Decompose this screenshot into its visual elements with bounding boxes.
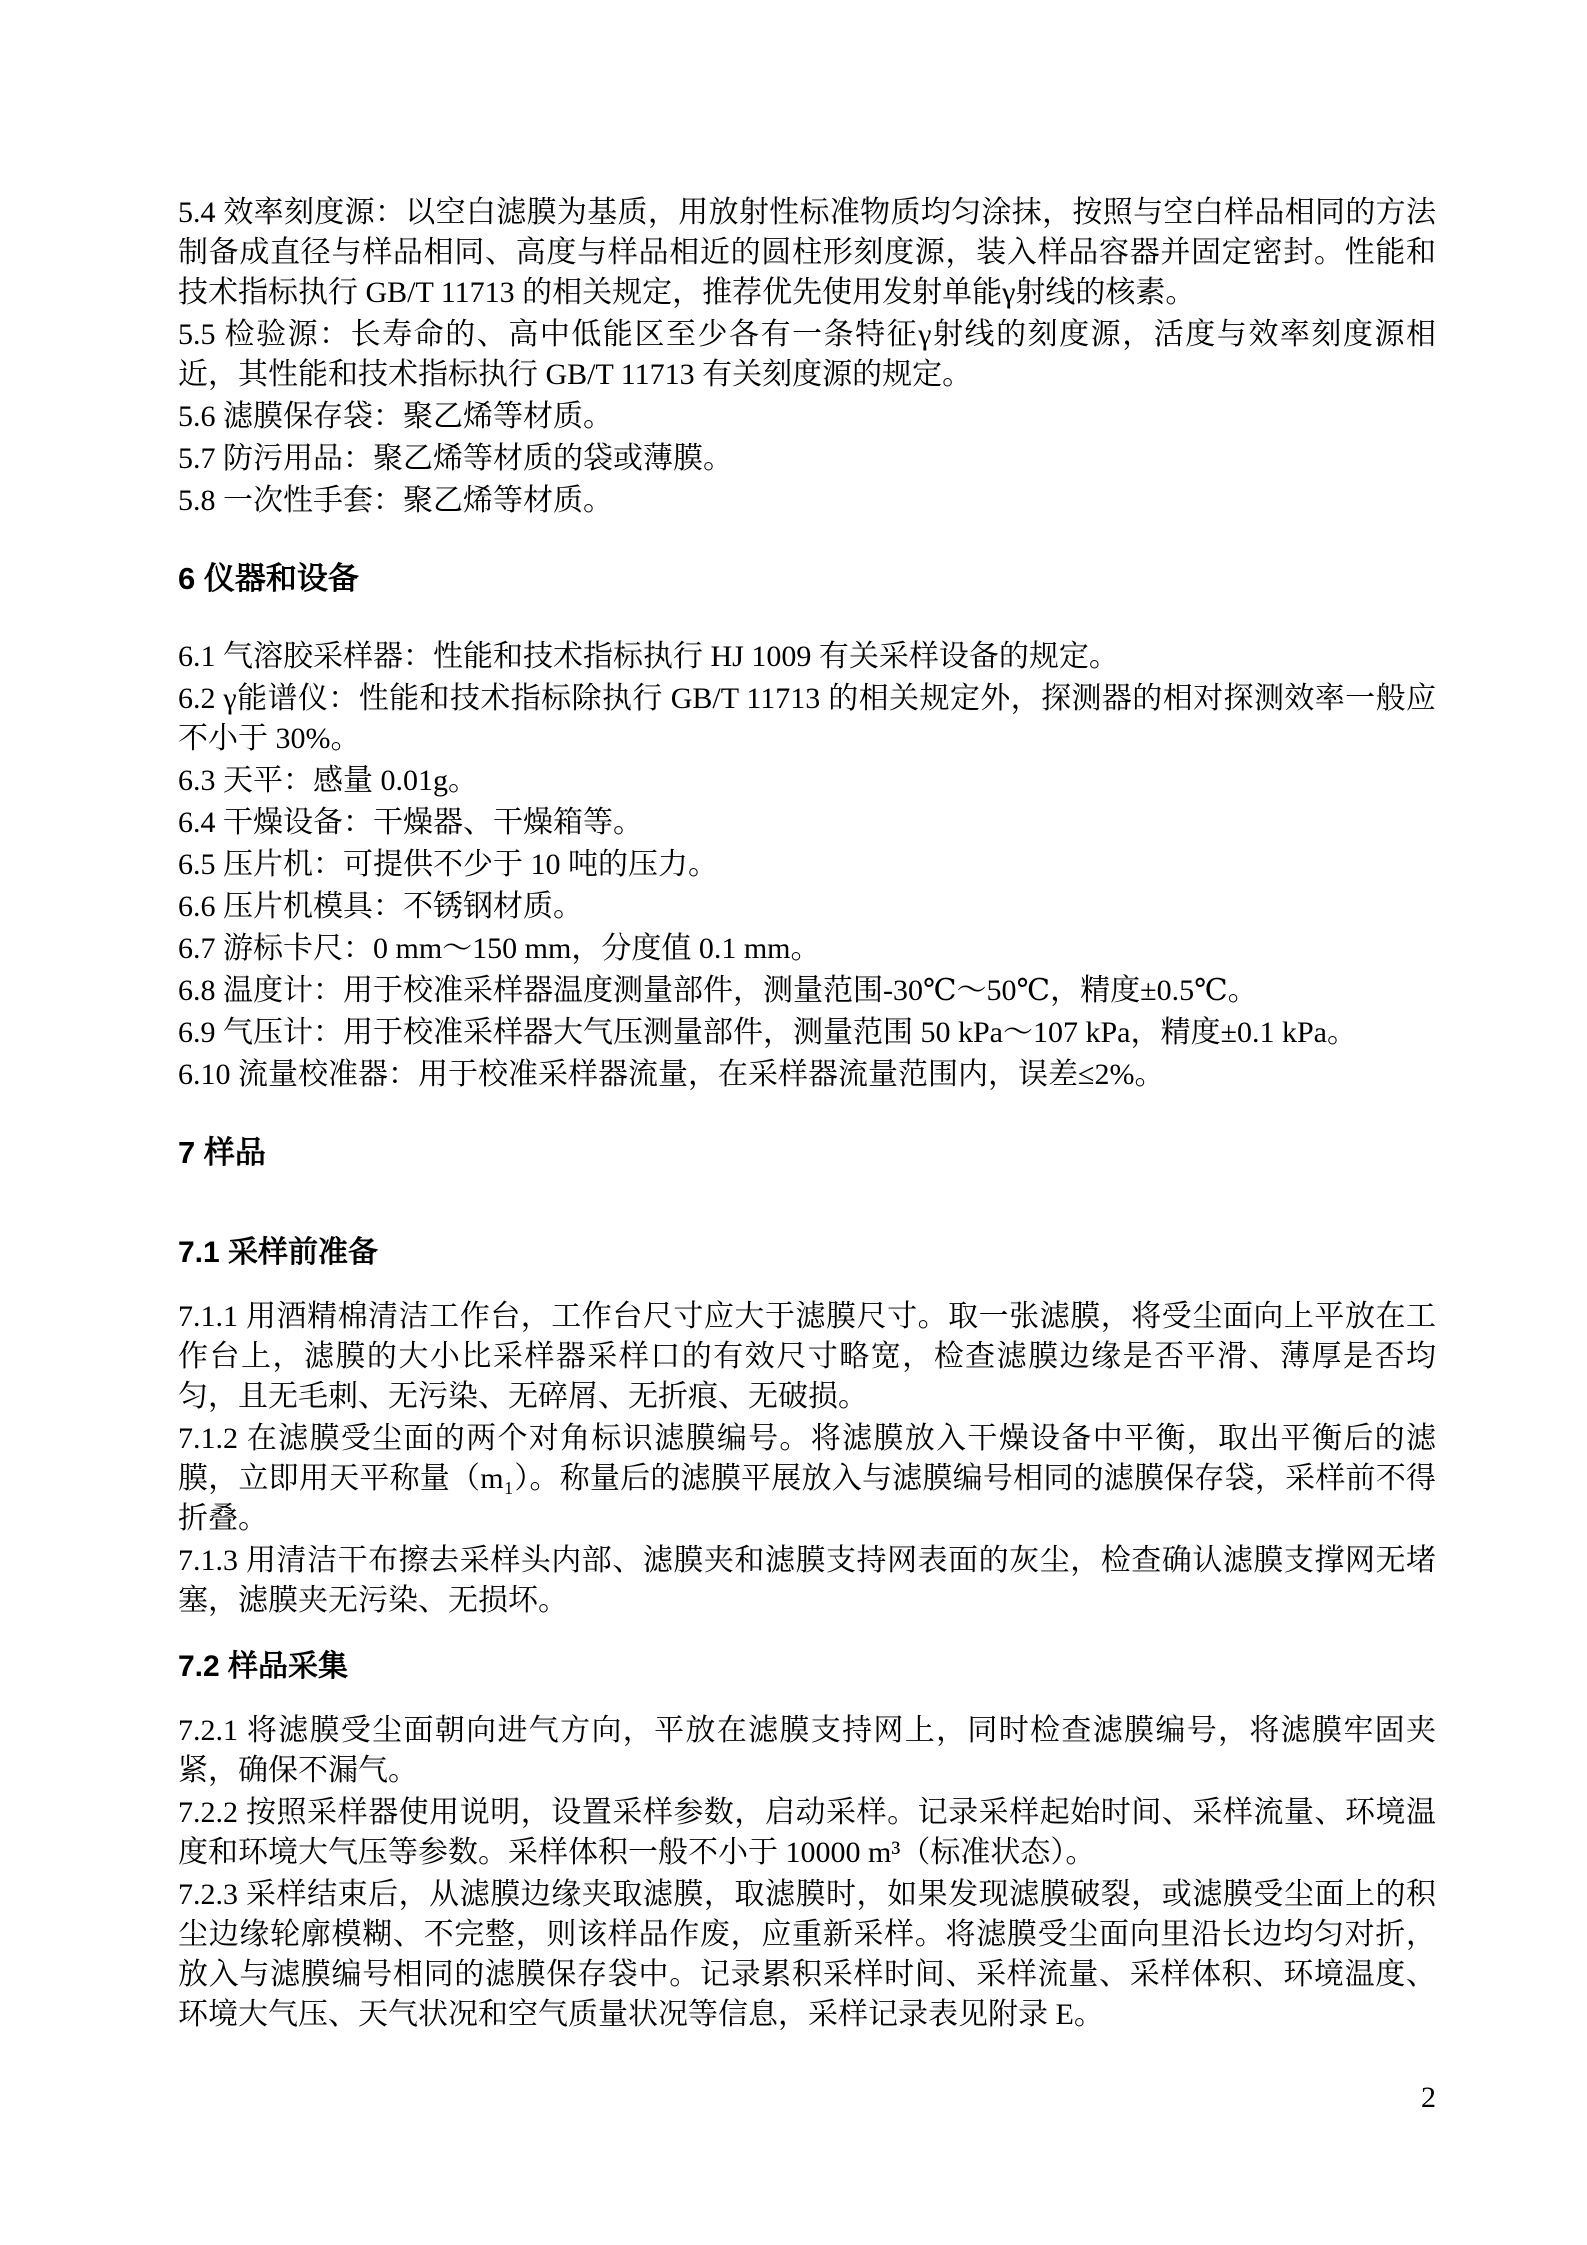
paragraph-7-2-1: 7.2.1 将滤膜受尘面朝向进气方向，平放在滤膜支持网上，同时检查滤膜编号，将滤膜牢固夹紧，确保不漏气。	[178, 1714, 1436, 1787]
paragraph-6-1: 6.1 气溶胶采样器：性能和技术指标执行 HJ 1009 有关采样设备的规定。	[178, 640, 1119, 673]
paragraph-7-1-1: 7.1.1 用酒精棉清洁工作台，工作台尺寸应大于滤膜尺寸。取一张滤膜，将受尘面向上平放在工作台上，滤膜的大小比采样器采样口的有效尺寸略宽，检查滤膜边缘是否平滑、薄厚是否均匀，且无毛刺、无污染、无碎屑、无折痕、无破损。	[178, 1300, 1436, 1413]
paragraph-6-8: 6.8 温度计：用于校准采样器温度测量部件，测量范围-30℃～50℃，精度±0.5℃。	[178, 974, 1258, 1007]
paragraph-6-5: 6.5 压片机：可提供不少于 10 吨的压力。	[178, 848, 718, 881]
paragraph-6-2: 6.2 γ能谱仪：性能和技术指标除执行 GB/T 11713 的相关规定外，探测器的相对探测效率一般应不小于 30%。	[178, 682, 1436, 755]
subsection-heading-7-1-pre-sampling-prep: 7.1 采样前准备	[178, 1236, 379, 1269]
paragraph-7-1-3: 7.1.3 用清洁干布擦去采样头内部、滤膜夹和滤膜支持网表面的灰尘，检查确认滤膜支撑网无堵塞，滤膜夹无污染、无损坏。	[178, 1544, 1436, 1617]
subsection-heading-7-2-sample-collection: 7.2 样品采集	[178, 1650, 349, 1683]
paragraph-6-3: 6.3 天平：感量 0.01g。	[178, 764, 478, 797]
paragraph-5-4: 5.4 效率刻度源：以空白滤膜为基质，用放射性标准物质均匀涂抹，按照与空白样品相同的方法制备成直径与样品相同、高度与样品相近的圆柱形刻度源，装入样品容器并固定密封。性能和技术指标执行 GB/T 11713 的相关规定，推荐优先使用发射单能γ射线的核素。	[178, 196, 1436, 309]
section-heading-7-samples: 7 样品	[178, 1135, 266, 1170]
paragraph-7-2-3: 7.2.3 采样结束后，从滤膜边缘夹取滤膜，取滤膜时，如果发现滤膜破裂，或滤膜受尘面上的积尘边缘轮廓模糊、不完整，则该样品作废，应重新采样。将滤膜受尘面向里沿长边均匀对折，放入与滤膜编号相同的滤膜保存袋中。记录累积采样时间、采样流量、采样体积、环境温度、环境大气压、天气状况和空气质量状况等信息，采样记录表见附录 E。	[178, 1878, 1436, 2031]
paragraph-6-9: 6.9 气压计：用于校准采样器大气压测量部件，测量范围 50 kPa～107 kPa，精度±0.1 kPa。	[178, 1016, 1357, 1049]
paragraph-5-7: 5.7 防污用品：聚乙烯等材质的袋或薄膜。	[178, 442, 733, 475]
paragraph-7-1-2: 7.1.2 在滤膜受尘面的两个对角标识滤膜编号。将滤膜放入干燥设备中平衡，取出平衡后的滤膜，立即用天平称量（m₁）。称量后的滤膜平展放入与滤膜编号相同的滤膜保存袋，采样前不得折叠。	[178, 1422, 1436, 1535]
paragraph-5-8: 5.8 一次性手套：聚乙烯等材质。	[178, 484, 613, 517]
page-content	[178, 193, 1436, 2037]
paragraph-6-10: 6.10 流量校准器：用于校准采样器流量，在采样器流量范围内，误差≤2%。	[178, 1058, 1165, 1091]
paragraph-6-7: 6.7 游标卡尺：0 mm～150 mm，分度值 0.1 mm。	[178, 932, 821, 965]
paragraph-5-6: 5.6 滤膜保存袋：聚乙烯等材质。	[178, 400, 613, 433]
paragraph-6-6: 6.6 压片机模具：不锈钢材质。	[178, 890, 583, 923]
section-heading-6-instruments-equipment: 6 仪器和设备	[178, 561, 359, 596]
page-number: 2	[1421, 2081, 1436, 2114]
paragraph-6-4: 6.4 干燥设备：干燥器、干燥箱等。	[178, 806, 643, 839]
paragraph-5-5: 5.5 检验源：长寿命的、高中低能区至少各有一条特征γ射线的刻度源，活度与效率刻度源相近，其性能和技术指标执行 GB/T 11713 有关刻度源的规定。	[178, 318, 1436, 391]
paragraph-7-2-2: 7.2.2 按照采样器使用说明，设置采样参数，启动采样。记录采样起始时间、采样流量、环境温度和环境大气压等参数。采样体积一般不小于 10000 m³（标准状态）。	[178, 1796, 1436, 1869]
